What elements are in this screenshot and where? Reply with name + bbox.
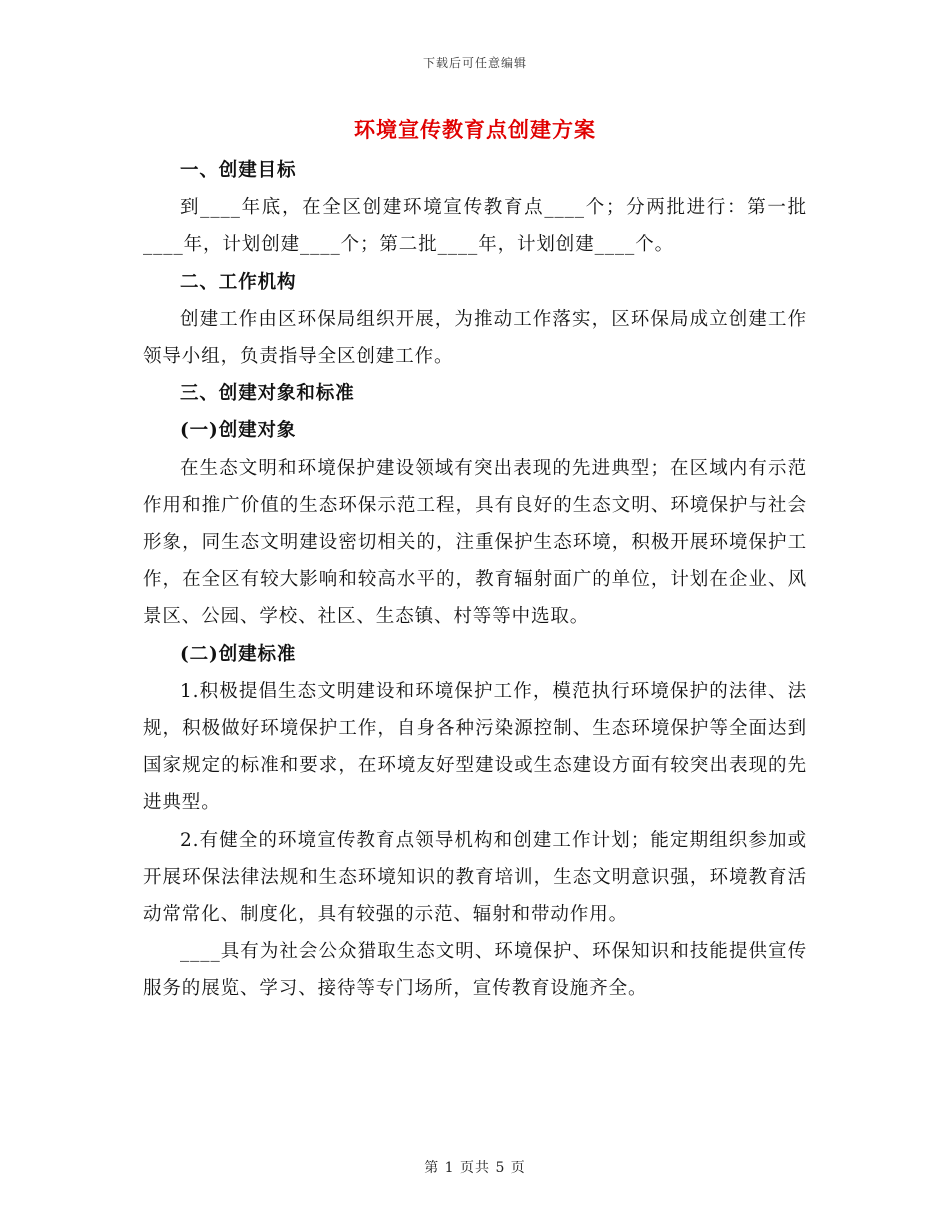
subheading-standards: (二)创建标准 [180,643,297,665]
document-body [143,152,807,1008]
paragraph-standard-2: 2.有健全的环境宣传教育点领导机构和创建工作计划；能定期组织参加或开展环保法律法规和生态环境知识的教育培训，生态文明意识强，环境教育活动常常化、制度化，具有较强的示范、辐射和带动作用。 [143,829,807,926]
paragraph-standard-3: ____具有为社会公众猎取生态文明、环境保护、环保知识和技能提供宣传服务的展览、学习、接待等专门场所，宣传教育设施齐全。 [143,941,807,1000]
section-heading-targets-standards: 三、创建对象和标准 [180,383,355,405]
section-heading-organization: 二、工作机构 [180,271,297,293]
section-heading-goal: 一、创建目标 [180,160,297,181]
paragraph-organization: 创建工作由区环保局组织开展，为推动工作落实，区环保局成立创建工作领导小组，负责指导全区创建工作。 [143,308,807,368]
paragraph-standard-1: 1.积极提倡生态文明建设和环境保护工作，模范执行环境保护的法律、法规，积极做好环境保护工作，自身各种污染源控制、生态环境保护等全面达到国家规定的标准和要求，在环境友好型建设或生态建设方面有较突出表现的先进典型。 [143,680,807,814]
page-footer: 第 1 页共 5 页 [424,1160,526,1176]
paragraph-goal: 到____年底，在全区创建环境宣传教育点____个；分两批进行：第一批____年，计划创建____个；第二批____年，计划创建____个。 [143,197,807,256]
document-title: 环境宣传教育点创建方案 [354,117,596,142]
header-note: 下载后可任意编辑 [422,56,527,70]
subheading-targets: (一)创建对象 [180,420,297,442]
paragraph-targets: 在生态文明和环境保护建设领域有突出表现的先进典型；在区域内有示范作用和推广价值的生态环保示范工程，具有良好的生态文明、环境保护与社会形象，同生态文明建设密切相关的，注重保护生态环境，积极开展环境保护工作，在全区有较大影响和较高水平的，教育辐射面广的单位，计划在企业、风景区、公园、学校、社区、生态镇、村等等中选取。 [143,457,807,628]
